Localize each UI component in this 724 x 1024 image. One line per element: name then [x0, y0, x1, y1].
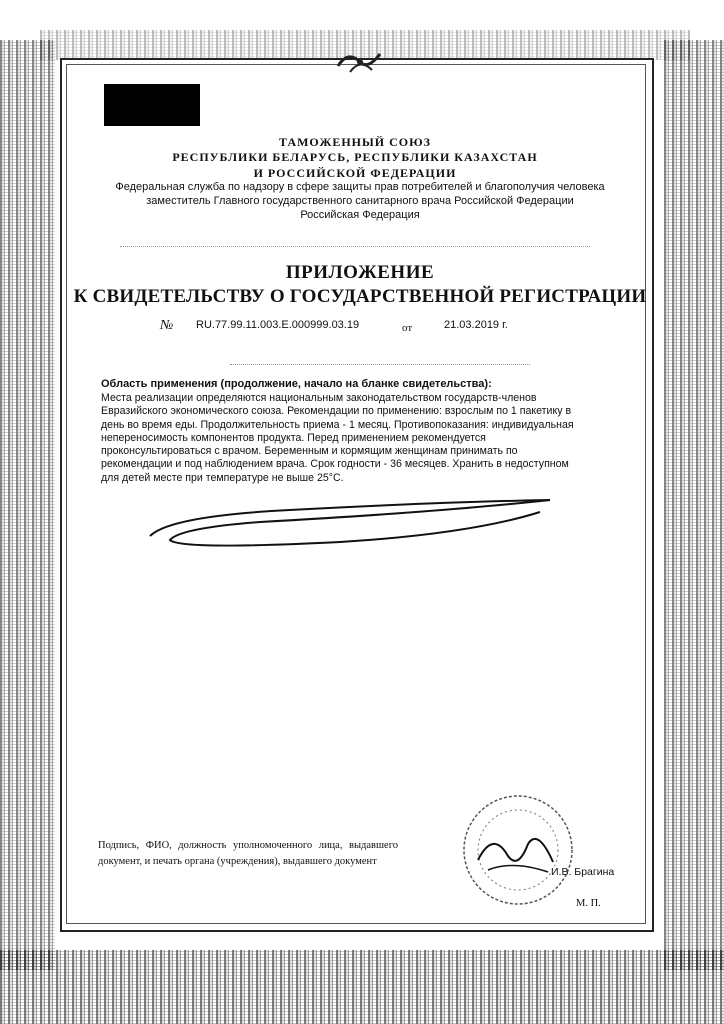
official-stamp-icon [458, 790, 578, 910]
service-line2: заместитель Главного государственного санитарного врача Российской Федерации [146, 195, 574, 207]
strike-through-scribble [140, 496, 560, 560]
seal-mark: М. П. [576, 898, 601, 909]
application-area-label: Область применения (продолжение, начало на бланке свидетельства): [101, 378, 492, 390]
document-subtitle: К СВИДЕТЕЛЬСТВУ О ГОСУДАРСТВЕННОЙ РЕГИСТРАЦИИ [73, 286, 647, 307]
scan-noise-left [0, 40, 55, 970]
text-line: Евразийского экономического союза. Рекомендации по применению: взрослым по 1 пакетику в [101, 405, 572, 418]
union-title-line2: РЕСПУБЛИКИ БЕЛАРУСЬ, РЕСПУБЛИКИ КАЗАХСТАН [172, 150, 538, 164]
registration-date: 21.03.2019 г. [444, 319, 508, 331]
scan-noise-right [664, 40, 724, 970]
text-line: проконсультироваться с врачом. Беременным и кормящим женщинам принимать по [101, 445, 518, 458]
text-line: для детей месте при температуре не выше 25°С. [101, 471, 344, 484]
divider-dotted [230, 364, 530, 365]
registration-number: RU.77.99.11.003.E.000999.03.19 [196, 319, 360, 331]
signature-label: Подпись, ФИО, должность уполномоченного лица, выдавшего документ, и печать органа (учреждения), выдавшего документ [98, 840, 398, 867]
redacted-block [104, 84, 200, 126]
service-line3: Российская Федерация [300, 209, 420, 221]
union-title-line1: ТАМОЖЕННЫЙ СОЮЗ [279, 135, 431, 149]
document-title: ПРИЛОЖЕНИЕ [285, 262, 435, 283]
divider-dotted [120, 246, 590, 247]
emblem-icon [330, 44, 390, 84]
date-label: от [402, 322, 413, 334]
text-line: непереносимость компонентов продукта. Перед применением рекомендуется [101, 431, 486, 444]
service-line1: Федеральная служба по надзору в сфере защиты прав потребителей и благополучия человека [115, 181, 605, 193]
scan-noise-bottom [0, 950, 724, 1024]
application-area-text [101, 392, 635, 485]
number-label: № [160, 318, 174, 333]
union-title-line3: И РОССИЙСКОЙ ФЕДЕРАЦИИ [253, 166, 457, 180]
signer-name: И.В. Брагина [551, 866, 615, 878]
text-line: рекомендации и под наблюдением врача. Срок годности - 36 месяцев. Хранить в недоступном [101, 458, 569, 471]
text-line: день во время еды. Продолжительность приема - 1 месяц. Противопоказания: индивидуальная [101, 418, 574, 431]
text-line: Места реализации определяются национальным законодательством государств-членов [101, 392, 537, 404]
